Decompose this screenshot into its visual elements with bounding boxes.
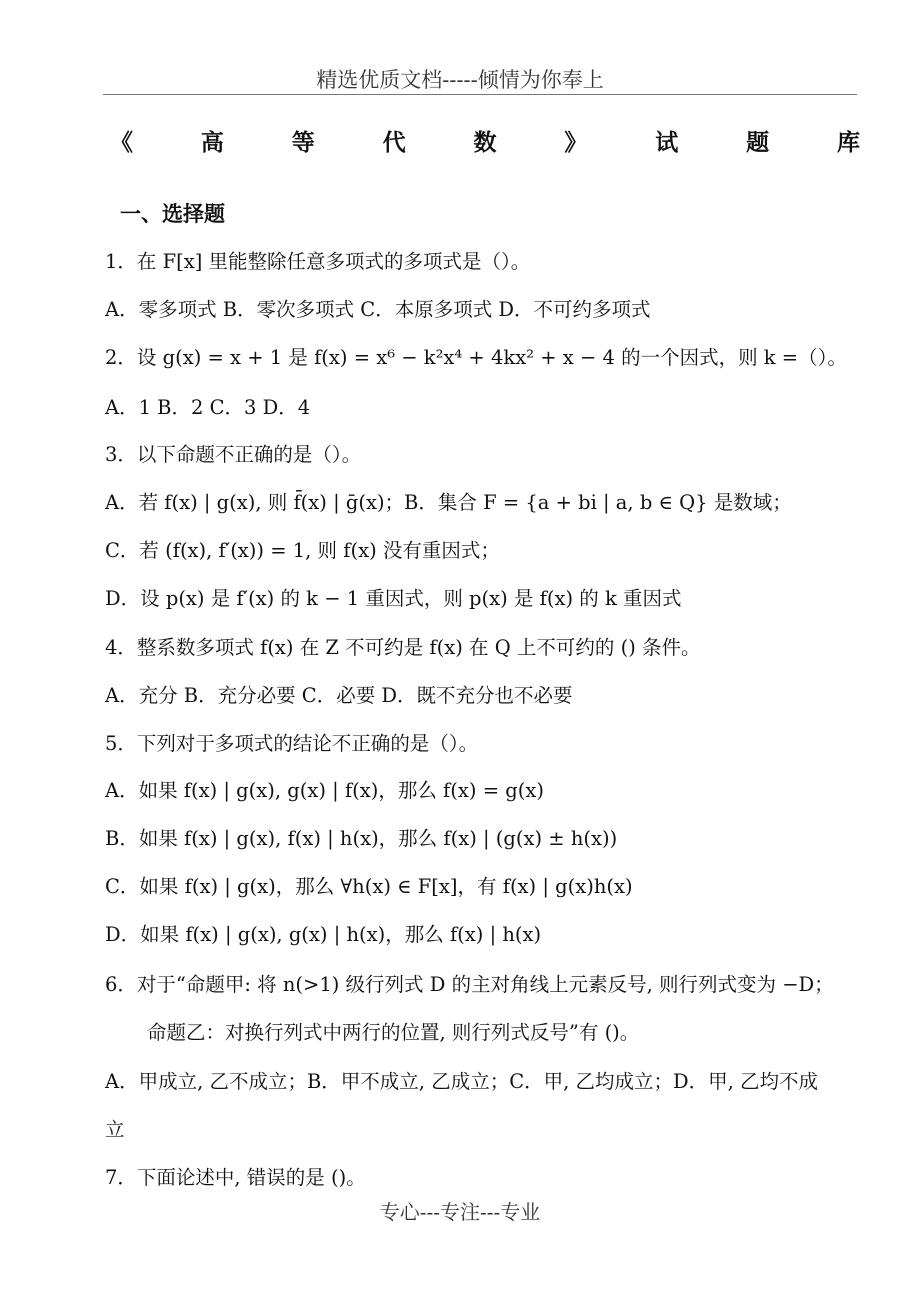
- title-char: 高: [200, 129, 224, 156]
- section-heading: 一、选择题: [120, 201, 225, 226]
- question-3-option-d: D．设 p(x) 是 f′(x) 的 k − 1 重因式，则 p(x) 是 f(x) 的 k 重因式: [105, 587, 682, 610]
- question-5: 5．下列对于多项式的结论不正确的是（）。: [105, 732, 479, 755]
- title-char: 试: [655, 129, 679, 156]
- question-7: 7．下面论述中, 错误的是 ()。: [105, 1166, 366, 1189]
- header-divider: [103, 94, 857, 95]
- question-4: 4．整系数多项式 f(x) 在 Z 不可约是 f(x) 在 Q 上不可约的 () 条件。: [105, 636, 701, 659]
- question-5-option-d: D．如果 f(x) | g(x), g(x) | h(x)，那么 f(x) | h(x): [105, 923, 542, 946]
- title-char: 库: [837, 129, 860, 156]
- question-6-options-wrap: 立: [105, 1118, 125, 1141]
- question-3: 3．以下命题不正确的是（）。: [105, 443, 362, 466]
- page-footer: 专心---专注---专业: [379, 1200, 541, 1224]
- question-3-option-c: C．若 (f(x), f′(x)) = 1, 则 f(x) 没有重因式；: [105, 539, 500, 562]
- question-5-option-b: B．如果 f(x) | g(x), f(x) | h(x)，那么 f(x) | (g(x) ± h(x)): [105, 827, 618, 850]
- document-title: [110, 124, 860, 157]
- question-6-continued: 命题乙：对换行列式中两行的位置, 则行列式反号”有 ()。: [147, 1021, 640, 1044]
- question-6-options: A．甲成立, 乙不成立；B．甲不成立, 乙成立；C．甲, 乙均成立；D．甲, 乙均不成: [105, 1070, 819, 1093]
- title-char: 数: [473, 129, 497, 156]
- title-char: 》: [564, 129, 588, 156]
- question-5-option-c: C．如果 f(x) | g(x)，那么 ∀h(x) ∈ F[x]，有 f(x) | g(x)h(x): [105, 875, 633, 898]
- title-char: 题: [746, 129, 770, 156]
- question-4-options: A．充分 B．充分必要 C．必要 D．既不充分也不必要: [105, 684, 573, 707]
- title-char: 等: [291, 129, 315, 156]
- page-header: 精选优质文档-----倾情为你奉上: [316, 68, 604, 92]
- question-6: 6．对于“命题甲: 将 n(>1) 级行列式 D 的主对角线上元素反号, 则行列式变为 −D；: [105, 973, 834, 996]
- question-1-options: A．零多项式 B．零次多项式 C．本原多项式 D．不可约多项式: [105, 298, 651, 321]
- question-1: 1．在 F[x] 里能整除任意多项式的多项式是（）。: [105, 250, 531, 273]
- title-char: 《: [110, 129, 133, 156]
- question-3-option-ab: A．若 f(x) | g(x), 则 f̄(x) | ḡ(x)；B．集合 F = {a + bi | a, b ∈ Q} 是数域；: [105, 491, 792, 514]
- question-5-option-a: A．如果 f(x) | g(x), g(x) | f(x)，那么 f(x) = g(x): [105, 779, 544, 802]
- question-2: 2．设 g(x) = x + 1 是 f(x) = x⁶ − k²x⁴ + 4kx² + x − 4 的一个因式，则 k =（）。: [105, 346, 847, 369]
- question-2-options: A．1 B．2 C．3 D．4: [105, 396, 311, 419]
- title-char: 代: [382, 129, 406, 156]
